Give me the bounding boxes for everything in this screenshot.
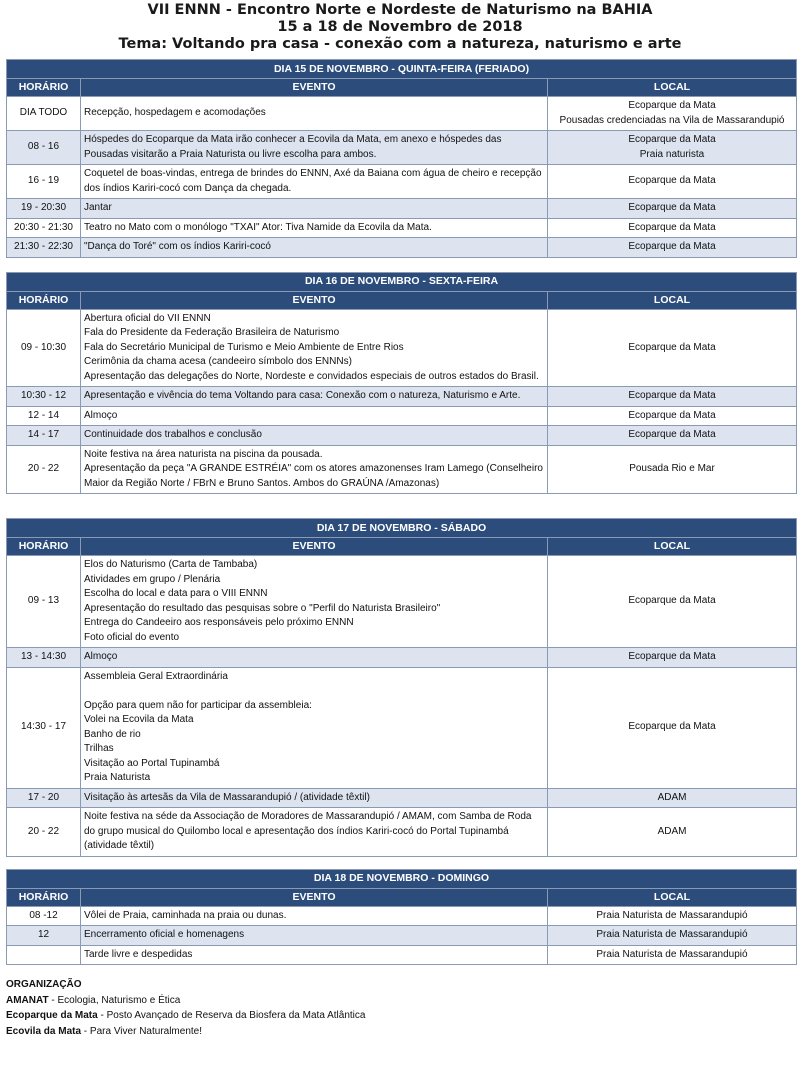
day-title: DIA 15 DE NOVEMBRO - QUINTA-FEIRA (FERIADO) <box>7 60 797 79</box>
schedule-row <box>7 165 797 199</box>
event-line: Visitação ao Portal Tupinambá <box>84 757 220 769</box>
location-line: ADAM <box>657 825 687 837</box>
event-line: Encerramento oficial e homenagens <box>84 929 245 940</box>
event-line: Visitação às artesãs da Vila de Massarandupió / (atividade têxtil) <box>84 791 370 803</box>
location-cell <box>548 648 797 668</box>
event-cell <box>81 808 548 857</box>
day-schedule <box>6 869 796 966</box>
document-header <box>0 0 800 53</box>
schedule-row <box>7 788 797 808</box>
event-line: (atividade têxtil) <box>84 840 155 851</box>
time-cell: 12 - 14 <box>7 406 81 426</box>
column-header-local: LOCAL <box>548 291 797 309</box>
column-header-horario: HORÁRIO <box>7 79 81 97</box>
event-line: Continuidade dos trabalhos e conclusão <box>84 429 262 440</box>
column-header-local: LOCAL <box>548 79 797 97</box>
schedule-row <box>7 238 797 258</box>
schedule-row <box>7 387 797 407</box>
schedule-row <box>7 218 797 238</box>
location-cell <box>548 556 797 648</box>
event-line: do grupo musical do Quilombo local e apresentação dos índios Kariri-cocó do Portal Tupinambá <box>84 825 509 837</box>
location-line: Ecoparque da Mata <box>628 241 716 252</box>
location-line: Praia Naturista de Massarandupió <box>596 929 748 940</box>
schedule-row <box>7 426 797 446</box>
schedule-row <box>7 667 797 788</box>
event-line: Hóspedes do Ecoparque da Mata irão conhecer a Ecovila da Mata, em anexo e hóspedes das <box>84 134 502 145</box>
organization-item: AMANAT - Ecologia, Naturismo e Ética <box>6 994 181 1006</box>
location-line: Ecoparque da Mata <box>628 202 716 213</box>
schedule-row <box>7 406 797 426</box>
location-cell <box>548 406 797 426</box>
column-header-evento: EVENTO <box>81 79 548 97</box>
event-line: Fala do Secretário Municipal de Turismo e Meio Ambiente de Entre Rios <box>84 341 404 353</box>
event-line: Abertura oficial do VII ENNN <box>84 312 211 324</box>
event-cell <box>81 406 548 426</box>
event-line: Assembleia Geral Extraordinária <box>84 670 228 682</box>
event-line: Tarde livre e despedidas <box>84 948 193 960</box>
location-cell <box>548 218 797 238</box>
event-line: Opção para quem não for participar da assembleia: <box>84 699 312 711</box>
column-header-evento: EVENTO <box>81 291 548 309</box>
time-cell: 16 - 19 <box>7 165 81 199</box>
location-line: Pousada Rio e Mar <box>629 463 715 474</box>
schedule-table <box>6 518 797 857</box>
event-title: VII ENNN - Encontro Norte e Nordeste de Naturismo na BAHIA <box>147 2 653 18</box>
event-cell <box>81 238 548 258</box>
event-line: Noite festiva na séde da Associação de Moradores de Massarandupió / AMAM, com Samba de Roda <box>84 811 532 822</box>
time-cell: 12 <box>7 926 81 946</box>
location-line: Ecoparque da Mata <box>628 100 716 111</box>
location-line: Ecoparque da Mata <box>628 341 716 353</box>
event-line: Maior da Região Norte / FBrN e Bruno Santos. Ambos do GRAÚNA /Amazonas) <box>84 477 440 489</box>
day-schedule <box>6 272 796 495</box>
event-line: Vôlei de Praia, caminhada na praia ou dunas. <box>84 909 287 921</box>
location-cell <box>548 309 797 387</box>
location-cell <box>548 238 797 258</box>
event-cell <box>81 445 548 494</box>
time-cell: 21:30 - 22:30 <box>7 238 81 258</box>
event-cell <box>81 945 548 965</box>
schedule-row <box>7 131 797 165</box>
schedule-row <box>7 808 797 857</box>
event-line: Teatro no Mato com o monólogo "TXAI" Ator: Tiva Namide da Ecovila da Mata. <box>84 221 432 233</box>
time-cell: 10:30 - 12 <box>7 387 81 407</box>
column-header-local: LOCAL <box>548 888 797 906</box>
event-line: Banho de rio <box>84 728 141 740</box>
event-cell <box>81 199 548 219</box>
location-cell <box>548 387 797 407</box>
time-cell: 20:30 - 21:30 <box>7 218 81 238</box>
day-schedule <box>6 59 796 258</box>
event-line: Coquetel de boas-vindas, entrega de brindes do ENNN, Axé da Baiana com água de cheiro e recepção <box>84 168 542 179</box>
time-cell: 19 - 20:30 <box>7 199 81 219</box>
event-line: "Dança do Toré" com os índios Kariri-cocó <box>84 241 271 252</box>
event-cell <box>81 667 548 788</box>
schedule-table <box>6 59 797 258</box>
location-line: Ecoparque da Mata <box>628 721 716 733</box>
time-cell: 17 - 20 <box>7 788 81 808</box>
location-line: Praia naturista <box>639 148 705 160</box>
time-cell: 14:30 - 17 <box>7 667 81 788</box>
event-line: Almoço <box>84 651 118 662</box>
column-header-horario: HORÁRIO <box>7 888 81 906</box>
event-cell <box>81 309 548 387</box>
event-cell <box>81 906 548 926</box>
location-line: Praia Naturista de Massarandupió <box>596 909 748 921</box>
event-cell <box>81 165 548 199</box>
event-dates: 15 a 18 de Novembro de 2018 <box>277 19 523 35</box>
location-cell <box>548 445 797 494</box>
time-cell: 20 - 22 <box>7 445 81 494</box>
event-cell <box>81 556 548 648</box>
event-cell <box>81 426 548 446</box>
time-cell: 14 - 17 <box>7 426 81 446</box>
location-cell <box>548 667 797 788</box>
location-cell <box>548 97 797 131</box>
time-cell: 13 - 14:30 <box>7 648 81 668</box>
event-cell <box>81 387 548 407</box>
schedule-table <box>6 272 797 495</box>
location-cell <box>548 426 797 446</box>
organization-item: Ecovila da Mata - Para Viver Naturalmente! <box>6 1025 203 1037</box>
location-line: Ecoparque da Mata <box>628 175 716 187</box>
location-cell <box>548 926 797 946</box>
event-line <box>84 684 544 699</box>
event-theme: Tema: Voltando pra casa - conexão com a natureza, naturismo e arte <box>118 36 682 52</box>
schedule-row <box>7 97 797 131</box>
time-cell: 09 - 10:30 <box>7 309 81 387</box>
schedule-row <box>7 199 797 219</box>
event-line: Trilhas <box>84 743 114 754</box>
event-line: Noite festiva na área naturista na piscina da pousada. <box>84 448 323 460</box>
event-line: Recepção, hospedagem e acomodações <box>84 107 266 119</box>
organization-section <box>6 977 800 1039</box>
location-line: Ecoparque da Mata <box>628 595 716 607</box>
location-cell <box>548 165 797 199</box>
event-line: Entrega do Candeeiro aos responsáveis pelo próximo ENNN <box>84 617 354 628</box>
event-line: Fala do Presidente da Federação Brasileira de Naturismo <box>84 327 340 338</box>
day-title: DIA 17 DE NOVEMBRO - SÁBADO <box>7 519 797 538</box>
organization-item: Ecoparque da Mata - Posto Avançado de Reserva da Biosfera da Mata Atlântica <box>6 1010 366 1021</box>
column-header-evento: EVENTO <box>81 888 548 906</box>
location-line: Ecoparque da Mata <box>628 409 716 421</box>
time-cell: 08 -12 <box>7 906 81 926</box>
location-line: Ecoparque da Mata <box>628 651 716 662</box>
event-line: Almoço <box>84 409 118 421</box>
location-line: Praia Naturista de Massarandupió <box>596 948 748 960</box>
schedule-row <box>7 926 797 946</box>
location-cell <box>548 906 797 926</box>
day-title: DIA 16 DE NOVEMBRO - SEXTA-FEIRA <box>7 272 797 291</box>
event-cell <box>81 926 548 946</box>
location-line: Ecoparque da Mata <box>628 390 716 401</box>
location-line: Pousadas credenciadas na Vila de Massarandupió <box>559 114 785 126</box>
event-cell <box>81 218 548 238</box>
location-line: Ecoparque da Mata <box>628 221 716 233</box>
location-cell <box>548 131 797 165</box>
location-line: Ecoparque da Mata <box>628 429 716 440</box>
schedule-row <box>7 556 797 648</box>
column-header-local: LOCAL <box>548 538 797 556</box>
event-line: dos índios Kariri-cocó com Dança da chegada. <box>84 182 292 194</box>
location-line: ADAM <box>657 791 687 803</box>
event-line: Apresentação das delegações do Norte, Nordeste e convidados especiais de outros estados do Brasil. <box>84 370 539 382</box>
event-line: Apresentação do resultado das pesquisas sobre o "Perfil do Naturista Brasileiro" <box>84 602 441 614</box>
schedule <box>0 59 800 965</box>
day-title: DIA 18 DE NOVEMBRO - DOMINGO <box>7 869 797 888</box>
column-header-horario: HORÁRIO <box>7 538 81 556</box>
location-cell <box>548 199 797 219</box>
event-line: Praia Naturista <box>84 772 151 783</box>
day-schedule <box>6 518 796 857</box>
location-line: Ecoparque da Mata <box>628 134 716 145</box>
event-cell <box>81 131 548 165</box>
schedule-row <box>7 445 797 494</box>
event-line: Volei na Ecovila da Mata <box>84 714 194 725</box>
location-cell <box>548 808 797 857</box>
time-cell: 20 - 22 <box>7 808 81 857</box>
event-line: Foto oficial do evento <box>84 631 180 643</box>
event-cell <box>81 97 548 131</box>
event-line: Apresentação e vivência do tema Voltando para casa: Conexão com o natureza, Naturismo e Arte. <box>84 390 521 401</box>
organization-title: ORGANIZAÇÃO <box>6 979 82 990</box>
event-line: Cerimônia da chama acesa (candeeiro símbolo dos ENNNs) <box>84 356 352 367</box>
schedule-row <box>7 309 797 387</box>
event-line: Apresentação da peça "A GRANDE ESTRÉIA" com os atores amazonenses Iram Lamego (Conselheiro <box>84 463 543 474</box>
schedule-table <box>6 869 797 966</box>
time-cell: 08 - 16 <box>7 131 81 165</box>
column-header-horario: HORÁRIO <box>7 291 81 309</box>
location-cell <box>548 945 797 965</box>
event-cell <box>81 788 548 808</box>
event-line: Escolha do local e data para o VIII ENNN <box>84 588 268 599</box>
time-cell: 09 - 13 <box>7 556 81 648</box>
event-line: Atividades em grupo / Plenária <box>84 573 221 585</box>
location-cell <box>548 788 797 808</box>
column-header-evento: EVENTO <box>81 538 548 556</box>
schedule-row <box>7 906 797 926</box>
time-cell <box>7 945 81 965</box>
schedule-row <box>7 945 797 965</box>
event-cell <box>81 648 548 668</box>
time-cell: DIA TODO <box>7 97 81 131</box>
event-line: Jantar <box>84 202 112 213</box>
event-line: Pousadas visitarão a Praia Naturista ou livre escolha para ambos. <box>84 148 377 160</box>
schedule-row <box>7 648 797 668</box>
event-line: Elos do Naturismo (Carta de Tambaba) <box>84 559 258 570</box>
